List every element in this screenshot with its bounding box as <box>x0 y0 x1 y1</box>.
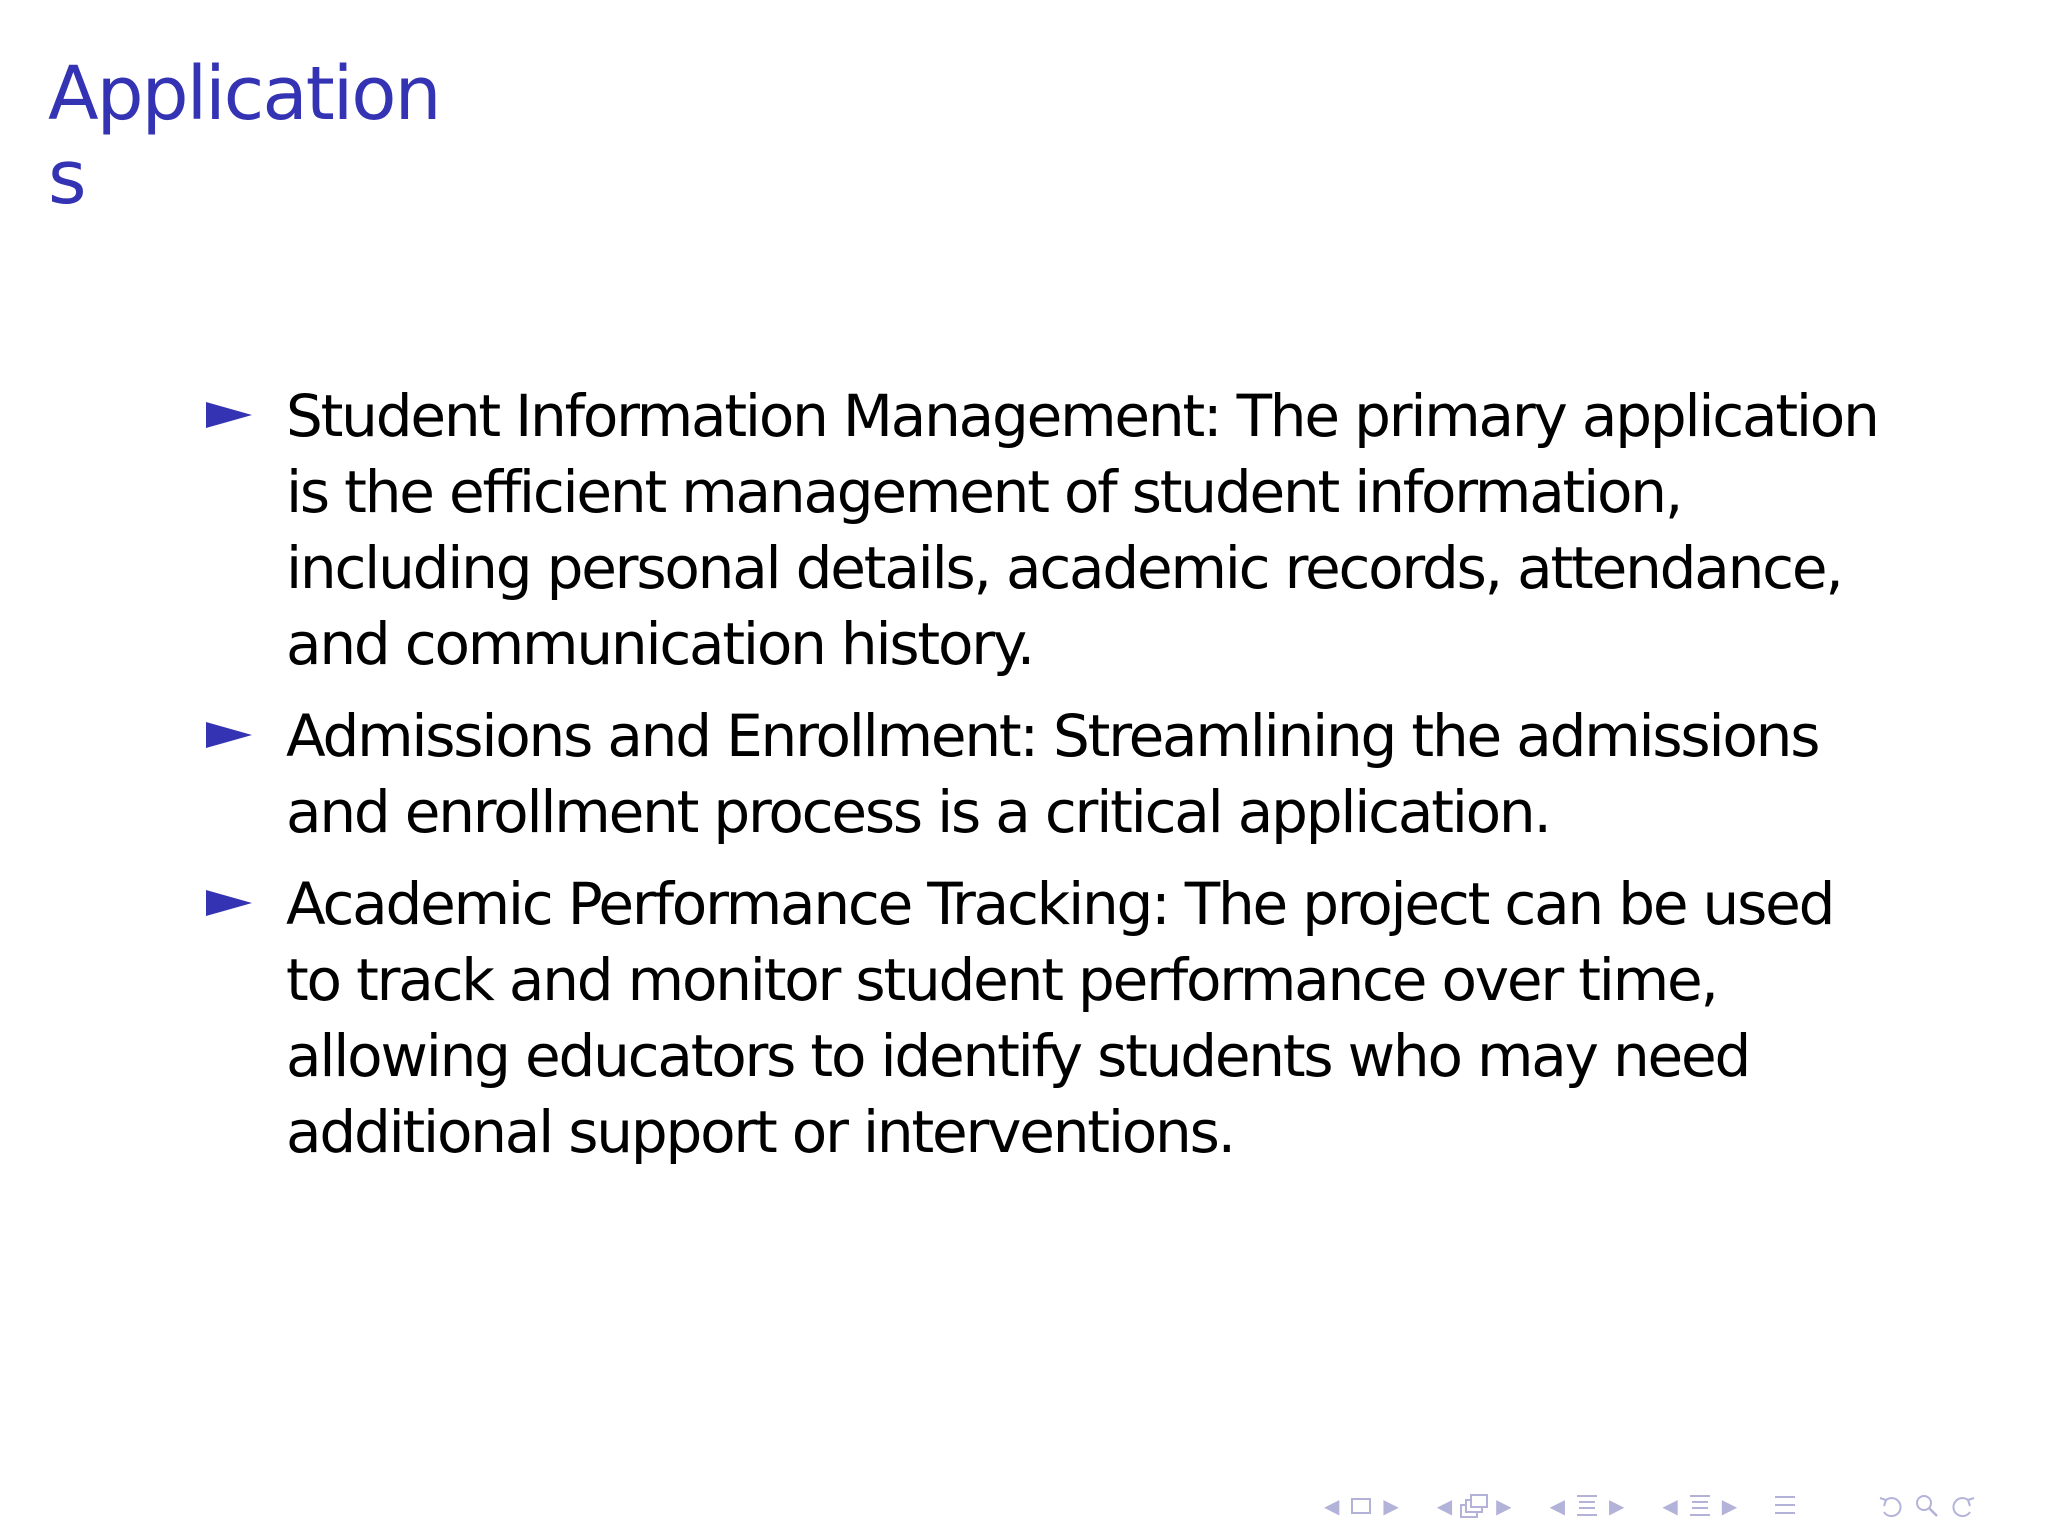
triangle-bullet-icon <box>206 890 252 916</box>
bullet-text-2: Admissions and Enrollment: Streamlining the admissions and enrollment process is a critical application. <box>286 702 1819 846</box>
triangle-bullet-icon <box>206 402 252 428</box>
section-next-arrow-icon[interactable]: ▶ <box>1608 1494 1625 1518</box>
bullet-text-3: Academic Performance Tracking: The project can be used to track and monitor student performance over time, allowing educators to identify students who may need additional support or interventions. <box>286 870 1834 1166</box>
bullet-text-1: Student Information Management: The primary application is the efficient management of student information, including personal details, academic records, attendance, and communication history. <box>286 382 1878 678</box>
section-nav-group <box>1544 1490 1631 1522</box>
subsection-nav-group <box>1431 1490 1518 1522</box>
subsection-prev-arrow-icon[interactable]: ◀ <box>1436 1494 1453 1518</box>
subsection-icon[interactable] <box>1458 1490 1490 1522</box>
frame-title: Applications <box>48 51 440 221</box>
subsubsection-nav-group <box>1656 1490 1743 1522</box>
subsection-next-arrow-icon[interactable]: ▶ <box>1496 1494 1512 1518</box>
bullet-item-2 <box>200 698 1890 850</box>
back-icon[interactable] <box>1875 1490 1907 1522</box>
frame-prev-arrow-icon[interactable]: ◀ <box>1324 1494 1340 1518</box>
bullet-item-3 <box>200 866 1890 1170</box>
subsubsection-next-arrow-icon[interactable]: ▶ <box>1721 1494 1738 1518</box>
frame-icon[interactable] <box>1345 1490 1377 1522</box>
search-icon[interactable] <box>1911 1490 1943 1522</box>
section-icon[interactable] <box>1571 1490 1603 1522</box>
bullet-list <box>200 378 1890 1186</box>
subsubsection-prev-arrow-icon[interactable]: ◀ <box>1662 1494 1678 1518</box>
section-prev-arrow-icon[interactable]: ◀ <box>1549 1494 1565 1518</box>
document-nav-group <box>1769 1490 1801 1522</box>
bullet-item-1 <box>200 378 1890 682</box>
subsubsection-icon[interactable] <box>1684 1490 1716 1522</box>
nav-tools <box>1875 1490 1983 1522</box>
beamer-navigation-bar <box>1318 1488 1983 1524</box>
frame-next-arrow-icon[interactable]: ▶ <box>1383 1494 1399 1518</box>
forward-icon[interactable] <box>1947 1490 1979 1522</box>
document-icon[interactable] <box>1769 1490 1801 1522</box>
frame-nav-group <box>1318 1490 1405 1522</box>
triangle-bullet-icon <box>206 722 252 748</box>
